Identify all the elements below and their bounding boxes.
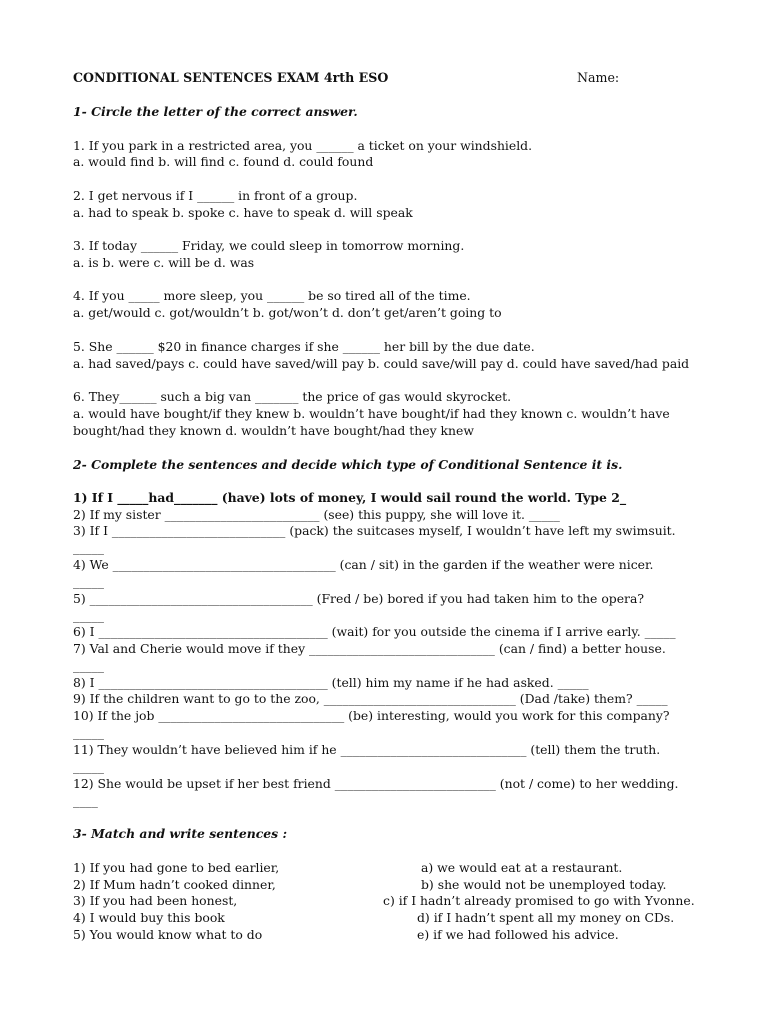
match-left-4: 4) I would buy this book bbox=[73, 910, 225, 925]
completion-line-12: 12) She would be upset if her best friend __________________________ (not / come) to her wedding. bbox=[73, 776, 679, 791]
name-label: Name: bbox=[577, 70, 620, 85]
completion-line-7-type: _____ bbox=[73, 658, 104, 673]
completion-line-4: 4) We ____________________________________ (can / sit) in the garden if the weather were nicer. bbox=[73, 557, 654, 572]
question-6: 6. They______ such a big van _______ the price of gas would skyrocket. bbox=[73, 389, 512, 404]
completion-line-11-type: _____ bbox=[73, 759, 104, 774]
question-4: 4. If you _____ more sleep, you ______ be so tired all of the time. bbox=[73, 288, 471, 303]
completion-line-3: 3) If I ____________________________ (pack) the suitcases myself, I wouldn’t have left my swimsuit. bbox=[73, 523, 676, 538]
question-6-options-line-1: a. would have bought/if they knew b. wouldn’t have bought/if had they known c. wouldn’t have bbox=[73, 406, 670, 421]
match-left-3: 3) If you had been honest, bbox=[73, 893, 238, 908]
completion-line-12-type: ____ bbox=[73, 793, 98, 808]
completion-line-8: 8) I _____________________________________ (tell) him my name if he had asked. _____ bbox=[73, 675, 589, 690]
question-1-options: a. would find b. will find c. found d. could found bbox=[73, 154, 374, 169]
match-right-e: e) if we had followed his advice. bbox=[417, 927, 619, 942]
question-5: 5. She ______ $20 in finance charges if she ______ her bill by the due date. bbox=[73, 339, 535, 354]
match-left-1: 1) If you had gone to bed earlier, bbox=[73, 860, 280, 875]
completion-line-11: 11) They wouldn’t have believed him if he ______________________________ (tell) them the truth. bbox=[73, 742, 661, 757]
completion-line-5: 5) ____________________________________ (Fred / be) bored if you had taken him to the opera? bbox=[73, 591, 644, 606]
question-2-options: a. had to speak b. spoke c. have to speak d. will speak bbox=[73, 205, 413, 220]
question-5-options: a. had saved/pays c. could have saved/will pay b. could save/will pay d. could have saved/had paid bbox=[73, 356, 690, 371]
match-left-2: 2) If Mum hadn’t cooked dinner, bbox=[73, 877, 276, 892]
question-4-options: a. get/would c. got/wouldn’t b. got/won’t d. don’t get/aren’t going to bbox=[73, 305, 502, 320]
match-right-a: a) we would eat at a restaurant. bbox=[421, 860, 623, 875]
match-right-b: b) she would not be unemployed today. bbox=[421, 877, 667, 892]
completion-line-5-type: _____ bbox=[73, 608, 104, 623]
section-1-heading: 1- Circle the letter of the correct answer. bbox=[73, 104, 358, 119]
section-3-heading: 3- Match and write sentences : bbox=[73, 826, 288, 841]
exam-title: CONDITIONAL SENTENCES EXAM 4rth ESO bbox=[73, 70, 389, 85]
completion-line-9: 9) If the children want to go to the zoo, _______________________________ (Dad /take) them? _____ bbox=[73, 691, 668, 706]
completion-line-7: 7) Val and Cherie would move if they ______________________________ (can / find) a better house. bbox=[73, 641, 666, 656]
question-2: 2. I get nervous if I ______ in front of a group. bbox=[73, 188, 358, 203]
question-6-options-line-2: bought/had they known d. wouldn’t have bought/had they knew bbox=[73, 423, 474, 438]
completion-line-2: 2) If my sister _________________________ (see) this puppy, she will love it. _____ bbox=[73, 507, 560, 522]
match-right-c: c) if I hadn’t already promised to go with Yvonne. bbox=[383, 893, 695, 908]
section-2-heading: 2- Complete the sentences and decide which type of Conditional Sentence it is. bbox=[73, 457, 623, 472]
completion-line-3-type: _____ bbox=[73, 540, 104, 555]
match-left-5: 5) You would know what to do bbox=[73, 927, 263, 942]
completion-line-1: 1) If I _____had_______ (have) lots of money, I would sail round the world. Type 2_ bbox=[73, 490, 627, 505]
match-right-d: d) if I hadn’t spent all my money on CDs. bbox=[417, 910, 675, 925]
question-1: 1. If you park in a restricted area, you ______ a ticket on your windshield. bbox=[73, 138, 533, 153]
question-3: 3. If today ______ Friday, we could sleep in tomorrow morning. bbox=[73, 238, 465, 253]
completion-line-4-type: _____ bbox=[73, 574, 104, 589]
completion-line-6: 6) I _____________________________________ (wait) for you outside the cinema if I arrive early. _____ bbox=[73, 624, 676, 639]
question-3-options: a. is b. were c. will be d. was bbox=[73, 255, 255, 270]
completion-line-10-type: _____ bbox=[73, 725, 104, 740]
completion-line-10: 10) If the job ______________________________ (be) interesting, would you work for this company? bbox=[73, 708, 670, 723]
